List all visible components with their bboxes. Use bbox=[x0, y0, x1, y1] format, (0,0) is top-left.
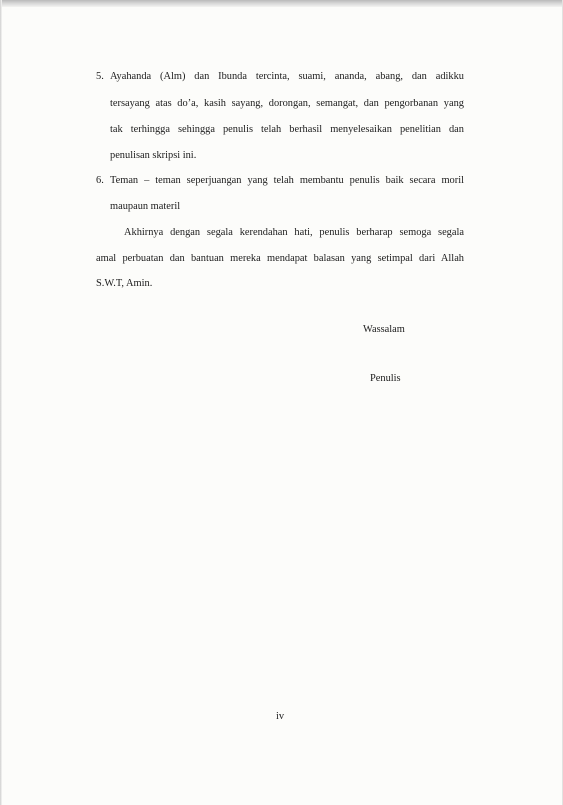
list-item-line: tak terhingga sehingga penulis telah berhasil menyelesaikan penelitian dan bbox=[110, 124, 464, 135]
list-item-line: maupaun materil bbox=[110, 201, 181, 212]
salutation: Wassalam bbox=[363, 324, 405, 335]
paragraph-line: S.W.T, Amin. bbox=[96, 278, 153, 289]
scan-left-edge bbox=[0, 0, 2, 805]
list-item-number: 6. bbox=[96, 175, 104, 186]
list-item-number: 5. bbox=[96, 71, 104, 82]
list-item-line: tersayang atas do’a, kasih sayang, dorongan, semangat, dan pengorbanan yang bbox=[110, 98, 464, 109]
page-number: iv bbox=[276, 711, 285, 722]
list-item-line: Teman – teman seperjuangan yang telah membantu penulis baik secara moril bbox=[110, 175, 464, 186]
list-item-line: penulisan skripsi ini. bbox=[110, 150, 197, 161]
paragraph-line: amal perbuatan dan bantuan mereka mendapat balasan yang setimpal dari Allah bbox=[96, 253, 464, 264]
list-item-line: Ayahanda (Alm) dan Ibunda tercinta, suami, ananda, abang, dan adikku bbox=[110, 71, 464, 82]
signature: Penulis bbox=[370, 373, 401, 384]
scan-top-shadow bbox=[0, 0, 563, 7]
paragraph-line: Akhirnya dengan segala kerendahan hati, penulis berharap semoga segala bbox=[124, 227, 464, 238]
